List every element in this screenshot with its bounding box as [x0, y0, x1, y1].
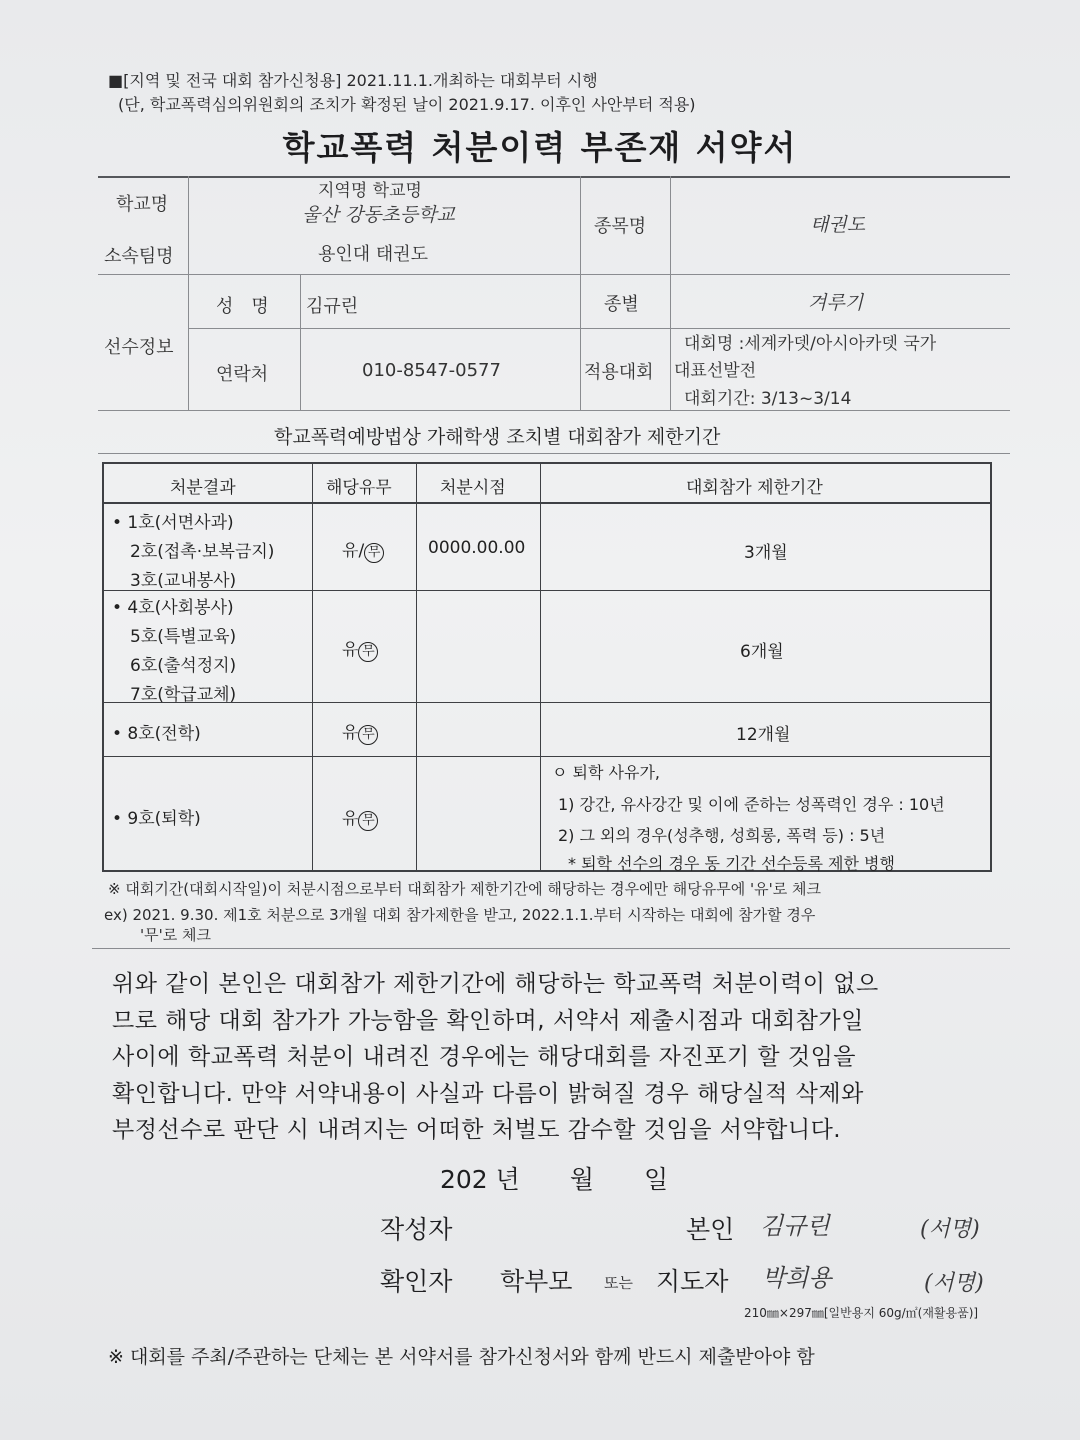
row1-item-2: 2호(접촉·보복금지) [130, 542, 275, 562]
row3-period: 12개월 [736, 725, 791, 745]
row4-applicable: 유 무 [342, 804, 378, 831]
restriction-table [102, 462, 992, 872]
event-label: 종목명 [594, 216, 647, 237]
parent-label: 학부모 [500, 1267, 573, 1296]
school-name-value: 울산 강동초등학교 [302, 204, 455, 226]
col-header-applicable: 해당유무 [326, 478, 392, 498]
circled-no-mark: 무 [364, 543, 384, 563]
paper-spec: 210㎜×297㎜[일반용지 60g/㎡(재활용품)] [744, 1306, 979, 1320]
self-label: 본인 [686, 1215, 735, 1244]
footnote-2: ex) 2021. 9.30. 제1호 처분으로 3개월 대회 참가제한을 받고, 2022.1.1.부터 시작하는 대회에 참가할 경우 [104, 906, 816, 924]
writer-label: 작성자 [380, 1215, 453, 1244]
name-label: 성 명 [216, 296, 269, 317]
or-label: 또는 [604, 1274, 633, 1292]
team-name-label: 소속팀명 [104, 246, 174, 267]
v-div-4 [300, 274, 301, 410]
row1-item-3: 3호(교내봉사) [130, 571, 237, 591]
row4-item-1: • 9호(퇴학) [112, 809, 201, 829]
footer-notice: ※ 대회를 주최/주관하는 단체는 본 서약서를 참가신청서와 함께 반드시 제출받아야 함 [108, 1346, 815, 1368]
v-div-1 [188, 176, 189, 410]
date-line: 202 년 월 일 [440, 1165, 669, 1194]
document-title: 학교폭력 처분이력 부존재 서약서 [282, 128, 798, 167]
self-signature-name: 김규린 [760, 1212, 830, 1240]
coach-signature-name: 박희용 [762, 1264, 832, 1292]
col-header-date: 처분시점 [440, 478, 506, 498]
contact-value: 010-8547-0577 [362, 360, 501, 381]
pledge-paragraph: 위와 같이 본인은 대회참가 제한기간에 해당하는 학교폭력 처분이력이 없으 므로 해당 대회 참가가 가능함을 확인하며, 서약서 제출시점과 대회참가일 사이에 학교폭력 처분이 내려진 경우에는 해당대회를 자진포기 할 것임을 확인합니다. 만약 서약내용이 사실과 다름이 밝혀질 경우 해당실적 삭제와 부정선수로 판단 시 내려지는 어떠한 처벌도 감수할 것임을 서약합니다. [112, 971, 879, 1143]
competition-name-1: 대회명 :세계카뎃/아시아카뎃 국가 [684, 334, 937, 354]
col-header-period: 대회참가 제한기간 [686, 478, 823, 498]
school-subheader: 지역명 학교명 [318, 181, 422, 201]
competition-period: 대회기간: 3/13~3/14 [684, 389, 852, 409]
confirmer-label: 확인자 [380, 1267, 453, 1296]
row2-item-3: 6호(출석정지) [130, 656, 237, 676]
contact-label: 연락처 [216, 364, 269, 385]
subtitle-bottom [98, 453, 1010, 454]
row4-note-3: 2) 그 외의 경우(성추행, 성희롱, 폭력 등) : 5년 [558, 826, 886, 845]
col-header-result: 처분결과 [170, 478, 236, 498]
info-bottom [98, 410, 1010, 411]
circled-no-mark: 무 [358, 811, 378, 831]
name-value: 김규린 [306, 296, 359, 317]
row2-applicable: 유 무 [342, 635, 378, 662]
v-div-3 [670, 176, 671, 410]
row2-item-4: 7호(학급교체) [130, 685, 237, 705]
footnote-1: ※ 대회기간(대회시작일)이 처분시점으로부터 대회참가 제한기간에 해당하는 경우에만 해당유무에 '유'로 체크 [108, 880, 821, 898]
circled-no-mark: 무 [358, 642, 378, 662]
row3-applicable: 유 무 [342, 718, 378, 745]
footnote-3: '무'로 체크 [140, 926, 211, 944]
category-label: 종별 [604, 294, 639, 315]
info-top-border [98, 176, 1010, 178]
row1-date: 0000.00.00 [428, 538, 526, 558]
row1-period: 3개월 [744, 543, 788, 563]
coach-seal: (서명) [924, 1271, 984, 1296]
row2-item-1: • 4호(사회봉사) [112, 598, 234, 618]
competition-label: 적용대회 [584, 362, 654, 383]
competition-name-2: 대표선발전 [674, 361, 757, 381]
row1-applicable: 유/ 무 [342, 536, 384, 563]
self-seal: (서명) [920, 1217, 980, 1242]
category-value: 겨루기 [808, 292, 864, 314]
row4-note-1: ㅇ 퇴학 사유가, [552, 763, 660, 782]
v-div-2 [580, 176, 581, 410]
notice-line-1: ■[지역 및 전국 대회 참가신청용] 2021.11.1.개최하는 대회부터 시행 [108, 71, 598, 90]
row2-period: 6개월 [740, 642, 784, 662]
row4-note-2: 1) 강간, 유사강간 및 이에 준하는 성폭력인 경우 : 10년 [558, 795, 945, 814]
athlete-info-label: 선수정보 [104, 337, 174, 358]
info-divider [98, 274, 1010, 275]
coach-label: 지도자 [656, 1267, 729, 1296]
notes-divider [92, 948, 1010, 949]
team-name-value: 용인대 태권도 [318, 244, 429, 265]
circled-no-mark: 무 [358, 725, 378, 745]
event-value: 태권도 [810, 214, 866, 236]
row3-item-1: • 8호(전학) [112, 724, 201, 744]
table-subtitle: 학교폭력예방법상 가해학생 조치별 대회참가 제한기간 [274, 426, 721, 448]
row1-item-1: • 1호(서면사과) [112, 513, 234, 533]
school-name-label: 학교명 [116, 194, 169, 215]
notice-line-2: (단, 학교폭력심의위원회의 조치가 확정된 날이 2021.9.17. 이후인 사안부터 적용) [118, 95, 696, 114]
row4-note-4: * 퇴학 선수의 경우 동 기간 선수등록 제한 병행 [568, 854, 895, 873]
row2-item-2: 5호(특별교육) [130, 627, 237, 647]
